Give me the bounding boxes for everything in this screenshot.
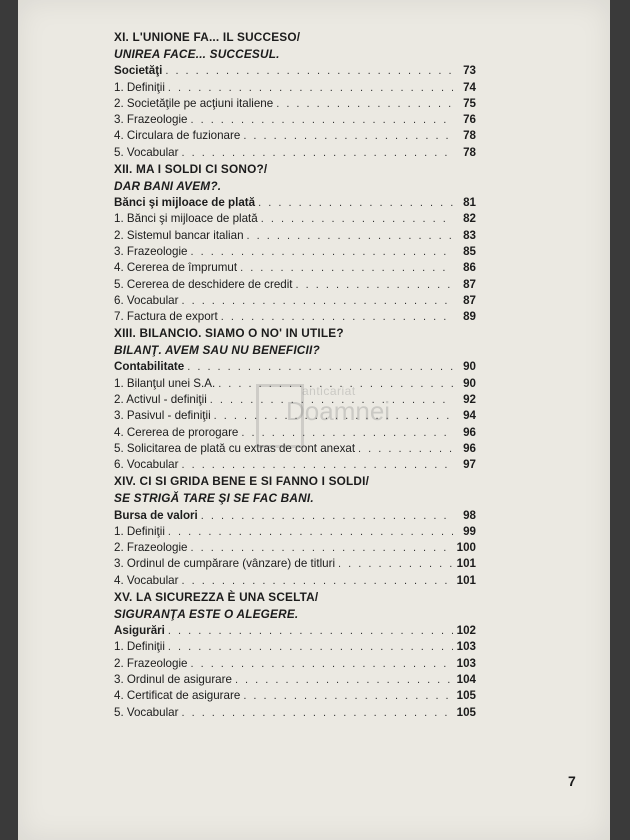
- toc-entry-page: 81: [463, 196, 476, 210]
- toc-entry-label: 4. Cererea de împrumut: [114, 261, 238, 275]
- toc-entry-label: 4. Vocabular: [114, 573, 179, 587]
- toc-entry: [114, 572, 476, 588]
- toc-entry: [114, 244, 476, 260]
- toc-entry-page: 90: [463, 360, 476, 374]
- dot-leader: [190, 540, 453, 556]
- toc-entry: [114, 639, 476, 655]
- toc-entry-label: 2. Societăţile pe acţiuni italiene: [114, 96, 274, 110]
- toc-entry-label: 1. Definiţii: [114, 80, 165, 94]
- chapter-heading: [114, 325, 476, 359]
- dot-leader: [247, 228, 453, 244]
- toc-entry-page: 103: [456, 640, 476, 654]
- toc-entry: [114, 276, 476, 292]
- toc-entry-page: 92: [463, 393, 476, 407]
- toc-entry-page: 96: [463, 425, 476, 439]
- toc-section-entry: [114, 623, 476, 639]
- toc-entry: [114, 704, 476, 720]
- toc-entry: [114, 441, 476, 457]
- toc-entry-label: 3. Ordinul de asigurare: [114, 672, 232, 686]
- toc-entry-page: 98: [463, 508, 476, 522]
- toc-entry: [114, 408, 476, 424]
- toc-entry: [114, 144, 476, 160]
- watermark-top-text: anticariat: [302, 384, 356, 398]
- toc-entry: [114, 655, 476, 671]
- toc-entry: [114, 112, 476, 128]
- toc-entry: [114, 293, 476, 309]
- chapter-subtitle: DAR BANI AVEM?.: [114, 178, 222, 193]
- toc-entry-page: 83: [463, 228, 476, 242]
- dot-leader: [258, 195, 453, 211]
- dot-leader: [190, 244, 453, 260]
- chapter-heading: [114, 29, 476, 63]
- toc-entry-page: 96: [463, 441, 476, 455]
- chapter-title: XI. L'UNIONE FA... IL SUCCESO/: [114, 30, 301, 44]
- toc-entry-page: 82: [463, 212, 476, 226]
- toc-entry-label: Societăţi: [114, 64, 163, 78]
- toc-entry-label: 3. Ordinul de cumpărare (vânzare) de titluri: [114, 557, 336, 571]
- toc-section-entry: [114, 195, 476, 211]
- dot-leader: [181, 705, 453, 721]
- toc-entry: [114, 556, 476, 572]
- toc-entry-label: 5. Vocabular: [114, 705, 179, 719]
- toc-entry-label: 5. Solicitarea de plată cu extras de cont anexat: [114, 441, 356, 455]
- toc-entry-page: 90: [463, 376, 476, 390]
- chapter-subtitle: BILANŢ. AVEM SAU NU BENEFICII?: [114, 343, 320, 358]
- toc-section-entry: [114, 63, 476, 79]
- toc-entry: [114, 96, 476, 112]
- toc-entry-page: 74: [463, 80, 476, 94]
- toc-entry: [114, 688, 476, 704]
- dot-leader: [181, 573, 453, 589]
- toc-entry-label: Bănci şi mijloace de plată: [114, 196, 256, 210]
- toc-entry-label: Asigurări: [114, 624, 165, 638]
- toc-entry: [114, 128, 476, 144]
- toc-entry-page: 104: [456, 672, 476, 686]
- dot-leader: [296, 277, 453, 293]
- chapter-title: XIII. BILANCIO. SIAMO O NO' IN UTILE?: [114, 326, 344, 341]
- dot-leader: [168, 524, 453, 540]
- dot-leader: [243, 128, 453, 144]
- toc-entry-label: 3. Frazeologie: [114, 113, 188, 127]
- toc-entry-page: 101: [456, 573, 476, 587]
- toc-entry: [114, 375, 476, 391]
- chapter-title: XV. LA SICUREZZA È UNA SCELTA/: [114, 589, 319, 604]
- toc-entry-page: 73: [463, 64, 476, 78]
- toc-entry-label: Bursa de valori: [114, 508, 198, 522]
- dot-leader: [187, 359, 453, 375]
- watermark-main-text: Doamnei: [286, 396, 391, 426]
- chapter-title: XIV. CI SI GRIDA BENE E SI FANNO I SOLDI/: [114, 474, 370, 489]
- toc-entry-page: 89: [463, 310, 476, 324]
- toc-entry-label: 4. Certificat de asigurare: [114, 689, 241, 703]
- toc-entry-label: 5. Cererea de deschidere de credit: [114, 277, 293, 291]
- dot-leader: [338, 556, 453, 572]
- toc-entry-page: 87: [463, 277, 476, 291]
- toc-entry: [114, 540, 476, 556]
- toc-entry-label: 2. Sistemul bancar italian: [114, 228, 244, 242]
- dot-leader: [168, 639, 453, 655]
- dot-leader: [181, 293, 453, 309]
- dot-leader: [214, 408, 453, 424]
- toc-entry-page: 87: [463, 293, 476, 307]
- toc-entry-label: 3. Pasivul - definiţii: [114, 409, 211, 423]
- toc-section-entry: [114, 359, 476, 375]
- dot-leader: [243, 688, 453, 704]
- dot-leader: [358, 441, 453, 457]
- toc-entry-page: 94: [463, 409, 476, 423]
- dot-leader: [261, 211, 453, 227]
- toc-entry-label: 6. Vocabular: [114, 293, 179, 307]
- chapter-subtitle: SIGURANŢA ESTE O ALEGERE.: [114, 606, 299, 621]
- toc-entry-label: 2. Frazeologie: [114, 656, 188, 670]
- toc-entry-page: 99: [463, 524, 476, 538]
- dot-leader: [241, 425, 453, 441]
- dot-leader: [190, 112, 453, 128]
- toc-entry-label: 2. Activul - definiţii: [114, 393, 207, 407]
- toc-entry-label: 4. Cererea de prorogare: [114, 425, 239, 439]
- dot-leader: [190, 656, 453, 672]
- dot-leader: [221, 309, 453, 325]
- toc-entry-page: 85: [463, 244, 476, 258]
- page-number: 7: [568, 773, 576, 789]
- toc-entry-label: 7. Factura de export: [114, 310, 218, 324]
- toc-entry-page: 97: [463, 458, 476, 472]
- dot-leader: [168, 623, 453, 639]
- dot-leader: [181, 145, 453, 161]
- toc-entry: [114, 392, 476, 408]
- toc-entry-page: 101: [456, 557, 476, 571]
- toc-entry-label: 4. Circulara de fuzionare: [114, 129, 241, 143]
- dot-leader: [168, 80, 453, 96]
- chapter-heading: [114, 161, 476, 195]
- book-page: [18, 0, 610, 840]
- toc-entry-page: 103: [456, 656, 476, 670]
- toc-entry-page: 105: [456, 689, 476, 703]
- toc-entry-page: 78: [463, 129, 476, 143]
- toc-entry-page: 100: [456, 541, 476, 555]
- toc-entry-label: 1. Definiţii: [114, 640, 165, 654]
- dot-leader: [235, 672, 453, 688]
- dot-leader: [276, 96, 453, 112]
- toc-entry-label: Contabilitate: [114, 360, 185, 374]
- toc-entry-page: 105: [456, 705, 476, 719]
- chapter-heading: [114, 589, 476, 623]
- chapter-heading: [114, 473, 476, 507]
- toc-section-entry: [114, 507, 476, 523]
- toc-entry: [114, 227, 476, 243]
- toc-entry-page: 86: [463, 261, 476, 275]
- toc-entry-label: 1. Bilanţul unei S.A.: [114, 376, 216, 390]
- toc-entry: [114, 79, 476, 95]
- toc-entry-page: 75: [463, 96, 476, 110]
- toc-entry-page: 76: [463, 113, 476, 127]
- chapter-subtitle: UNIREA FACE... SUCCESUL.: [114, 47, 280, 61]
- dot-leader: [240, 260, 453, 276]
- toc-entry: [114, 457, 476, 473]
- toc-entry-page: 78: [463, 145, 476, 159]
- dot-leader: [218, 376, 453, 392]
- toc-entry-label: 3. Frazeologie: [114, 244, 188, 258]
- toc-entry-label: 5. Vocabular: [114, 145, 179, 159]
- toc-entry: [114, 260, 476, 276]
- toc-entry-label: 2. Frazeologie: [114, 541, 188, 555]
- dot-leader: [201, 508, 453, 524]
- toc-entry-label: 1. Definiţii: [114, 524, 165, 538]
- dot-leader: [210, 392, 453, 408]
- dot-leader: [165, 63, 453, 79]
- toc-entry: [114, 672, 476, 688]
- toc-entry: [114, 211, 476, 227]
- toc-entry: [114, 424, 476, 440]
- toc-entry-label: 1. Bănci şi mijloace de plată: [114, 212, 258, 226]
- table-of-contents: [114, 29, 476, 721]
- chapter-title: XII. MA I SOLDI CI SONO?/: [114, 161, 268, 176]
- dot-leader: [181, 457, 453, 473]
- toc-entry-page: 102: [456, 624, 476, 638]
- toc-entry-label: 6. Vocabular: [114, 458, 179, 472]
- chapter-subtitle: SE STRIGĂ TARE ŞI SE FAC BANI.: [114, 491, 314, 506]
- toc-entry: [114, 309, 476, 325]
- toc-entry: [114, 524, 476, 540]
